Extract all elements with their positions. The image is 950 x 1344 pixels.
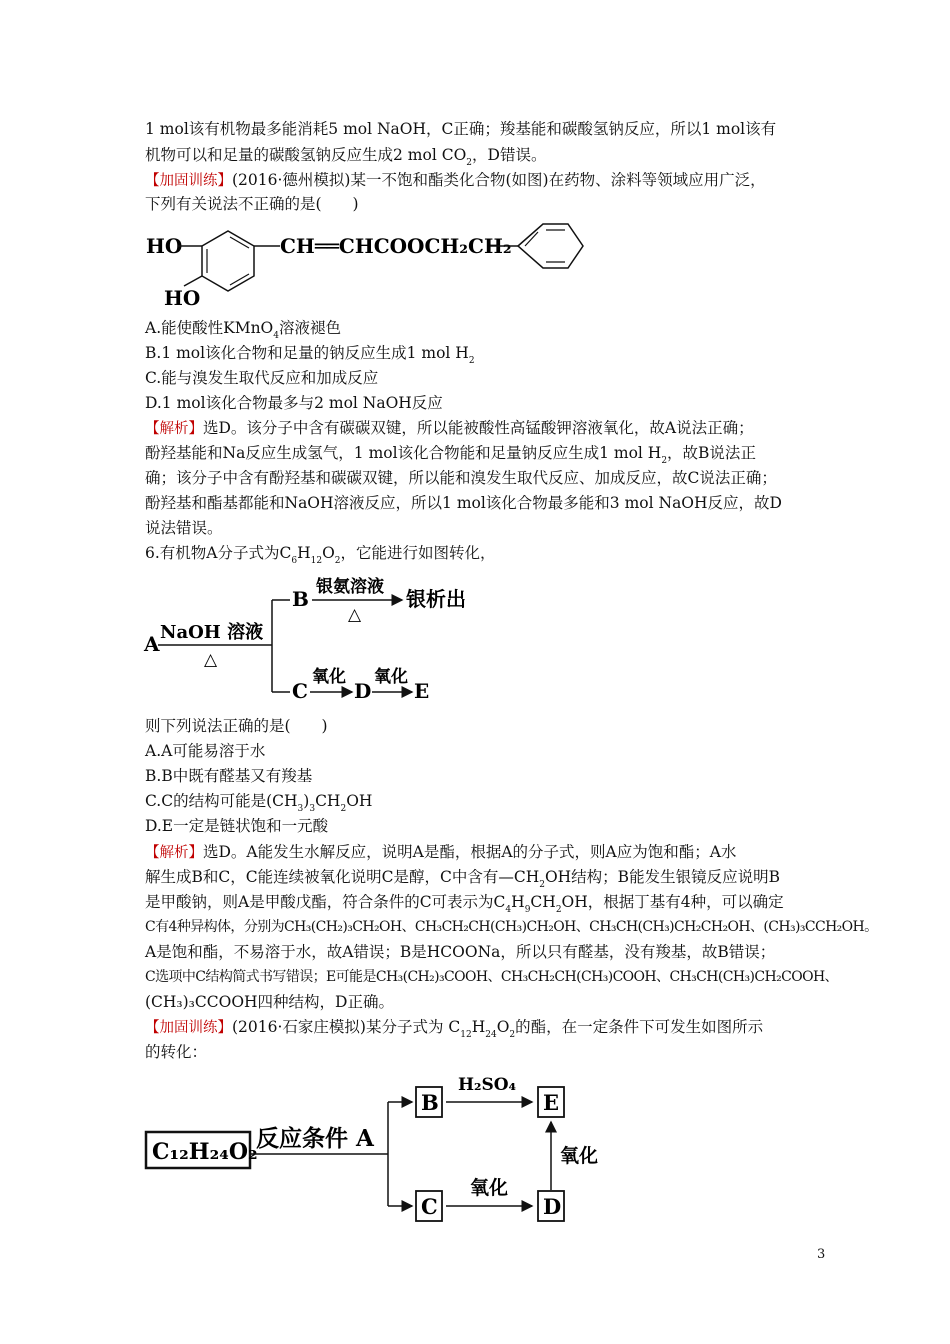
ester-structure-diagram: [140, 213, 590, 313]
node-c: C: [421, 1194, 438, 1219]
page-number: 3: [817, 1247, 826, 1262]
option-b: B.B中既有醛基又有羧基: [145, 767, 313, 785]
side-chain-label: CH══CHCOOCH₂CH₂: [280, 234, 512, 258]
training-heading: 【加固训练】(2016·石家庄模拟)某分子式为 $C_{12}H_{24}O_2$的酯，在一定条件下可发生如图所示: [145, 1018, 764, 1040]
heat-symbol: △: [348, 605, 362, 625]
analysis-line: 【解析】选D。A能发生水解反应，说明A是酯，根据A的分子式，则A应为饱和酯；A水: [145, 843, 737, 861]
analysis-line: 酚羟基和酯基都能和NaOH溶液反应，所以1 mol该化合物最多能和3 mol NaOH反应，故D: [145, 494, 782, 512]
reagent-oxidation: 氧化: [470, 1177, 509, 1199]
reaction-condition: 反应条件 A: [256, 1125, 374, 1152]
option-d: D.E一定是链状饱和一元酸: [145, 817, 329, 835]
training-heading: 【加固训练】(2016·德州模拟)某一不饱和酯类化合物(如图)在药物、涂料等领域应用广泛，: [145, 171, 766, 189]
analysis-line: C有4种异构体，分别为CH₃(CH₂)₃CH₂OH、CH₃CH₂CH(CH₃)CH₂OH、CH₃CH(CH₃)CH₂CH₂OH、(CH₃)₃CCH₂OH。: [145, 919, 878, 935]
conversion-diagram-2: [140, 1066, 620, 1231]
node-b: B: [421, 1090, 439, 1115]
node-e: E: [414, 679, 430, 703]
node-d: D: [354, 679, 372, 703]
analysis-line: C选项中C结构简式书写错误；E可能是CH₃(CH₂)₃COOH、CH₃CH₂CH(CH₃)COOH、CH₃CH(CH₃)CH₂COOH、: [145, 969, 838, 985]
analysis-line: (CH₃)₃CCOOH四种结构，D正确。: [145, 993, 394, 1011]
analysis-line: 说法错误。: [145, 519, 223, 537]
question-prompt: 则下列说法正确的是( ): [145, 717, 328, 735]
reagent-oxidation: 氧化: [560, 1145, 599, 1167]
option-c: C.能与溴发生取代反应和加成反应: [145, 369, 379, 387]
node-c: C: [292, 679, 308, 703]
analysis-line: 酚羟基能和Na反应生成氢气，1 mol该化合物能和足量钠反应生成1 mol $H_2$，故B说法正: [145, 444, 756, 466]
node-b: B: [292, 587, 309, 611]
text-line: 1 mol该有机物最多能消耗5 mol NaOH，C正确；羧基能和碳酸氢钠反应，所以1 mol该有: [145, 120, 777, 138]
node-d: D: [543, 1194, 562, 1219]
reagent-silver-ammonia: 银氨溶液: [316, 577, 384, 597]
analysis-line: 解生成B和C，C能连续被氧化说明C是醇，C中含有$—CH_2OH$结构；B能发生银镜反应说明B: [145, 868, 780, 890]
text-line: 下列有关说法不正确的是( ): [145, 195, 359, 213]
reagent-naoh: NaOH 溶液: [160, 622, 264, 643]
text-line: 的转化：: [145, 1043, 208, 1061]
analysis-line: 【解析】选D。该分子中含有碳碳双键，所以能被酸性高锰酸钾溶液氧化，故A说法正确；: [145, 419, 754, 437]
option-c: C.C的结构可能是$(CH_3)_3CH_2OH$: [145, 792, 373, 814]
option-b: B.1 mol该化合物和足量的钠反应生成1 mol $H_2$: [145, 344, 475, 366]
conversion-diagram-1: [140, 568, 500, 703]
product-silver: 银析出: [406, 587, 466, 611]
reagent-oxidation: 氧化: [312, 667, 346, 687]
ho-label: HO: [164, 286, 201, 310]
option-a: A.能使酸性KMnO$_4$溶液褪色: [145, 319, 342, 341]
analysis-line: A是饱和酯，不易溶于水，故A错误；B是HCOONa，所以只有醛基，没有羧基，故B错误；: [145, 943, 776, 961]
question-6: 6.有机物A分子式为$C_6H_{12}O_2$，它能进行如图转化，: [145, 544, 496, 566]
analysis-line: 是甲酸钠，则A是甲酸戊酯，符合条件的C可表示为$C_4H_9CH_2OH$，根据丁基有4种，可以确定: [145, 893, 784, 915]
reagent-h2so4: H₂SO₄: [458, 1075, 517, 1095]
text-line: 机物可以和足量的碳酸氢钠反应生成2 mol $CO_2$，D错误。: [145, 146, 547, 168]
heat-symbol: △: [204, 650, 218, 670]
analysis-line: 确；该分子中含有酚羟基和碳碳双键，所以能和溴发生取代反应、加成反应，故C说法正确；: [145, 469, 777, 487]
ho-label: HO: [146, 234, 183, 258]
reagent-oxidation: 氧化: [374, 667, 408, 687]
formula-box: C₁₂H₂₄O₂: [152, 1139, 258, 1165]
node-a: A: [144, 632, 160, 656]
option-d: D.1 mol该化合物最多与2 mol NaOH反应: [145, 394, 443, 412]
node-e: E: [543, 1090, 560, 1115]
option-a: A.A可能易溶于水: [145, 742, 266, 760]
